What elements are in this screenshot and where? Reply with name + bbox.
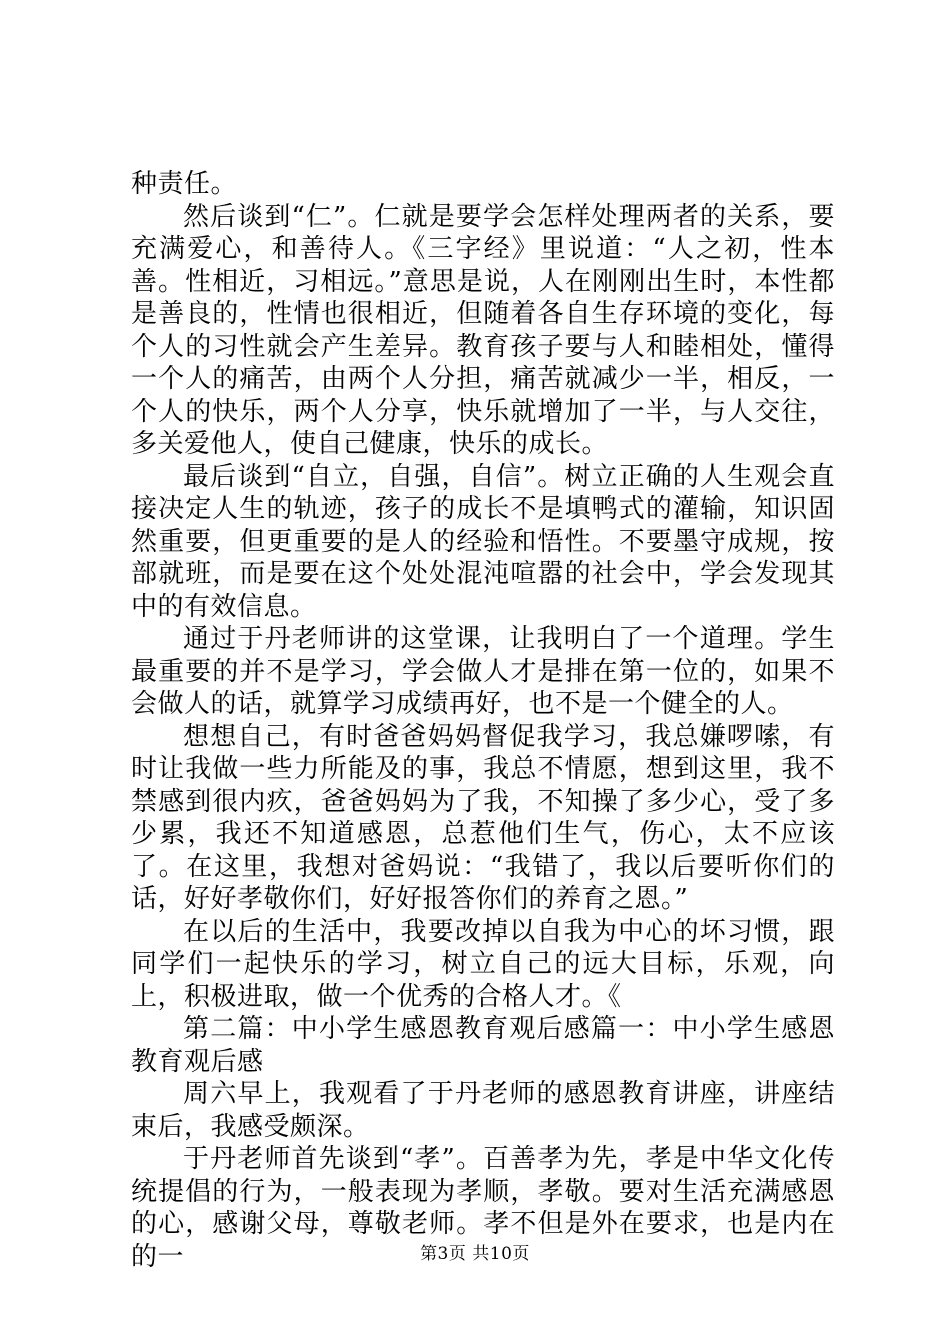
document-body <box>131 168 835 1273</box>
paragraph: 最后谈到“自立，自强，自信”。树立正确的人生观会直接决定人生的轨迹，孩子的成长不是填鸭式的灌输，知识固然重要，但更重要的是人的经验和悟性。不要墨守成规，按部就班，而是要在这个处处混沌喧嚣的社会中，学会发现其中的有效信息。 <box>131 461 835 622</box>
page-number-footer: 第3页 共10页 <box>420 1244 530 1264</box>
section-heading: 第二篇：中小学生感恩教育观后感篇一：中小学生感恩教育观后感 <box>131 1014 835 1077</box>
paragraph: 想想自己，有时爸爸妈妈督促我学习，我总嫌啰嗦，有时让我做一些力所能及的事，我总不情愿，想到这里，我不禁感到很内疚，爸爸妈妈为了我，不知操了多少心，受了多少累，我还不知道感恩，总惹他们生气，伤心，太不应该了。在这里，我想对爸妈说：“我错了，我以后要听你们的话，好好孝敬你们，好好报答你们的养育之恩。” <box>131 721 835 914</box>
paragraph: 通过于丹老师讲的这堂课，让我明白了一个道理。学生最重要的并不是学习，学会做人才是排在第一位的，如果不会做人的话，就算学习成绩再好，也不是一个健全的人。 <box>131 624 835 719</box>
paragraph: 然后谈到“仁”。仁就是要学会怎样处理两者的关系，要充满爱心，和善待人。《三字经》里说道：“人之初，性本善。性相近，习相远。”意思是说，人在刚刚出生时，本性都是善良的，性情也很相近，但随着各自生存环境的变化，每个人的习性就会产生差异。教育孩子要与人和睦相处，懂得一个人的痛苦，由两个人分担，痛苦就减少一半，相反，一个人的快乐，两个人分享，快乐就增加了一半，与人交往，多关爱他人，使自己健康，快乐的成长。 <box>131 201 835 459</box>
paragraph: 在以后的生活中，我要改掉以自我为中心的坏习惯，跟同学们一起快乐的学习，树立自己的远大目标，乐观，向上，积极进取，做一个优秀的合格人才。《 <box>131 916 835 1012</box>
paragraph: 种责任。 <box>131 169 238 199</box>
paragraph: 于丹老师首先谈到“孝”。百善孝为先，孝是中华文化传统提倡的行为，一般表现为孝顺，孝敬。要对生活充满感恩的心，感谢父母，尊敬老师。孝不但是外在要求，也是内在的一 <box>131 1144 835 1272</box>
paragraph: 周六早上，我观看了于丹老师的感恩教育讲座，讲座结束后，我感受颇深。 <box>131 1079 835 1142</box>
